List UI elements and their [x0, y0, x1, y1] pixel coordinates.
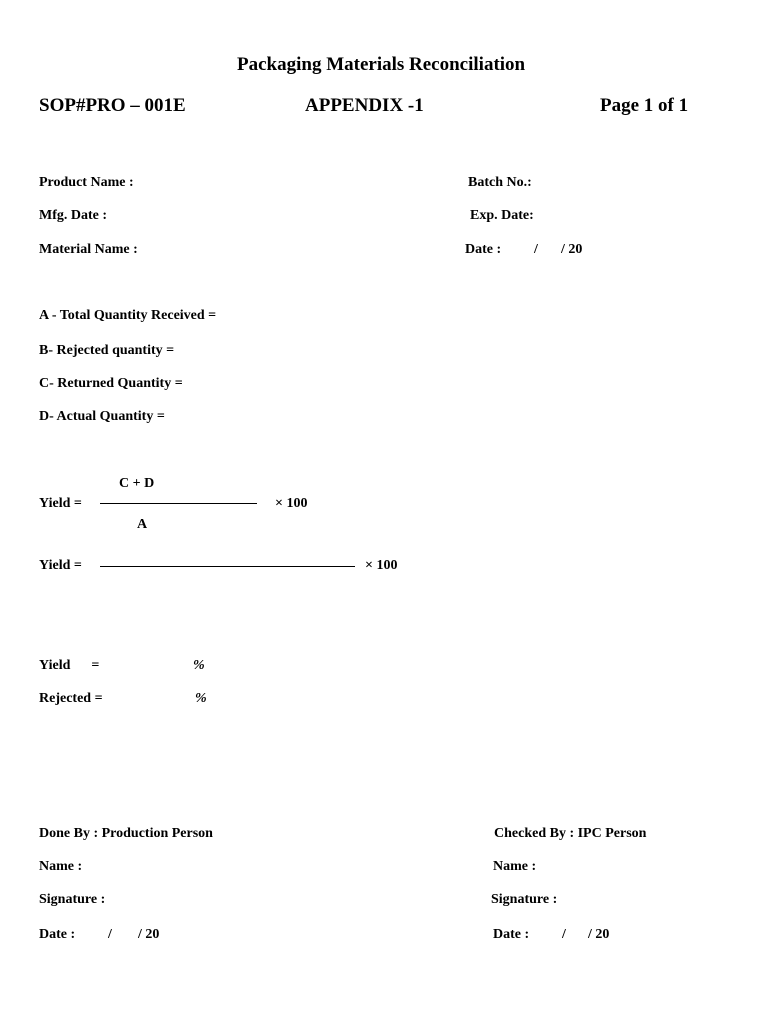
fraction-bar — [100, 503, 257, 504]
actual-quantity-label: D- Actual Quantity = — [39, 409, 165, 424]
done-by-date-label: Date : — [39, 927, 76, 942]
done-by-date-separator: / — [108, 927, 112, 942]
sop-number: SOP#PRO – 001E — [39, 95, 186, 116]
done-by-date-year: / 20 — [138, 927, 160, 942]
total-quantity-label: A - Total Quantity Received = — [39, 308, 217, 323]
checked-by-date-label: Date : — [493, 927, 530, 942]
rejected-result-label: Rejected = — [39, 691, 103, 706]
done-by-signature-label: Signature : — [39, 892, 106, 907]
yield-calc-multiplier: × 100 — [365, 558, 398, 573]
batch-no-label: Batch No.: — [468, 175, 532, 190]
yield-formula-label: Yield = — [39, 496, 82, 511]
yield-percent-sign: % — [193, 658, 205, 673]
formula-denominator: A — [137, 517, 148, 532]
mfg-date-label: Mfg. Date : — [39, 208, 108, 223]
done-by-name-label: Name : — [39, 859, 83, 874]
date-label: Date : — [465, 242, 502, 257]
checked-by-signature-label: Signature : — [491, 892, 558, 907]
checked-by-name-label: Name : — [493, 859, 537, 874]
checked-by-label: Checked By : IPC Person — [494, 826, 647, 841]
exp-date-label: Exp. Date: — [470, 208, 534, 223]
date-year: / 20 — [561, 242, 583, 257]
formula-numerator: C + D — [119, 476, 155, 491]
rejected-percent-sign: % — [195, 691, 207, 706]
returned-quantity-label: C- Returned Quantity = — [39, 376, 183, 391]
yield-calc-line — [100, 566, 355, 567]
page-number: Page 1 of 1 — [600, 95, 689, 116]
date-separator: / — [534, 242, 538, 257]
appendix-label: APPENDIX -1 — [305, 95, 424, 116]
checked-by-date-year: / 20 — [588, 927, 610, 942]
checked-by-date-separator: / — [562, 927, 566, 942]
rejected-quantity-label: B- Rejected quantity = — [39, 343, 175, 358]
formula-multiplier: × 100 — [275, 496, 308, 511]
product-name-label: Product Name : — [39, 175, 134, 190]
yield-calc-label: Yield = — [39, 558, 82, 573]
done-by-label: Done By : Production Person — [39, 826, 213, 841]
yield-result-label: Yield = — [39, 658, 100, 673]
material-name-label: Material Name : — [39, 242, 138, 257]
document-title: Packaging Materials Reconciliation — [237, 54, 526, 75]
